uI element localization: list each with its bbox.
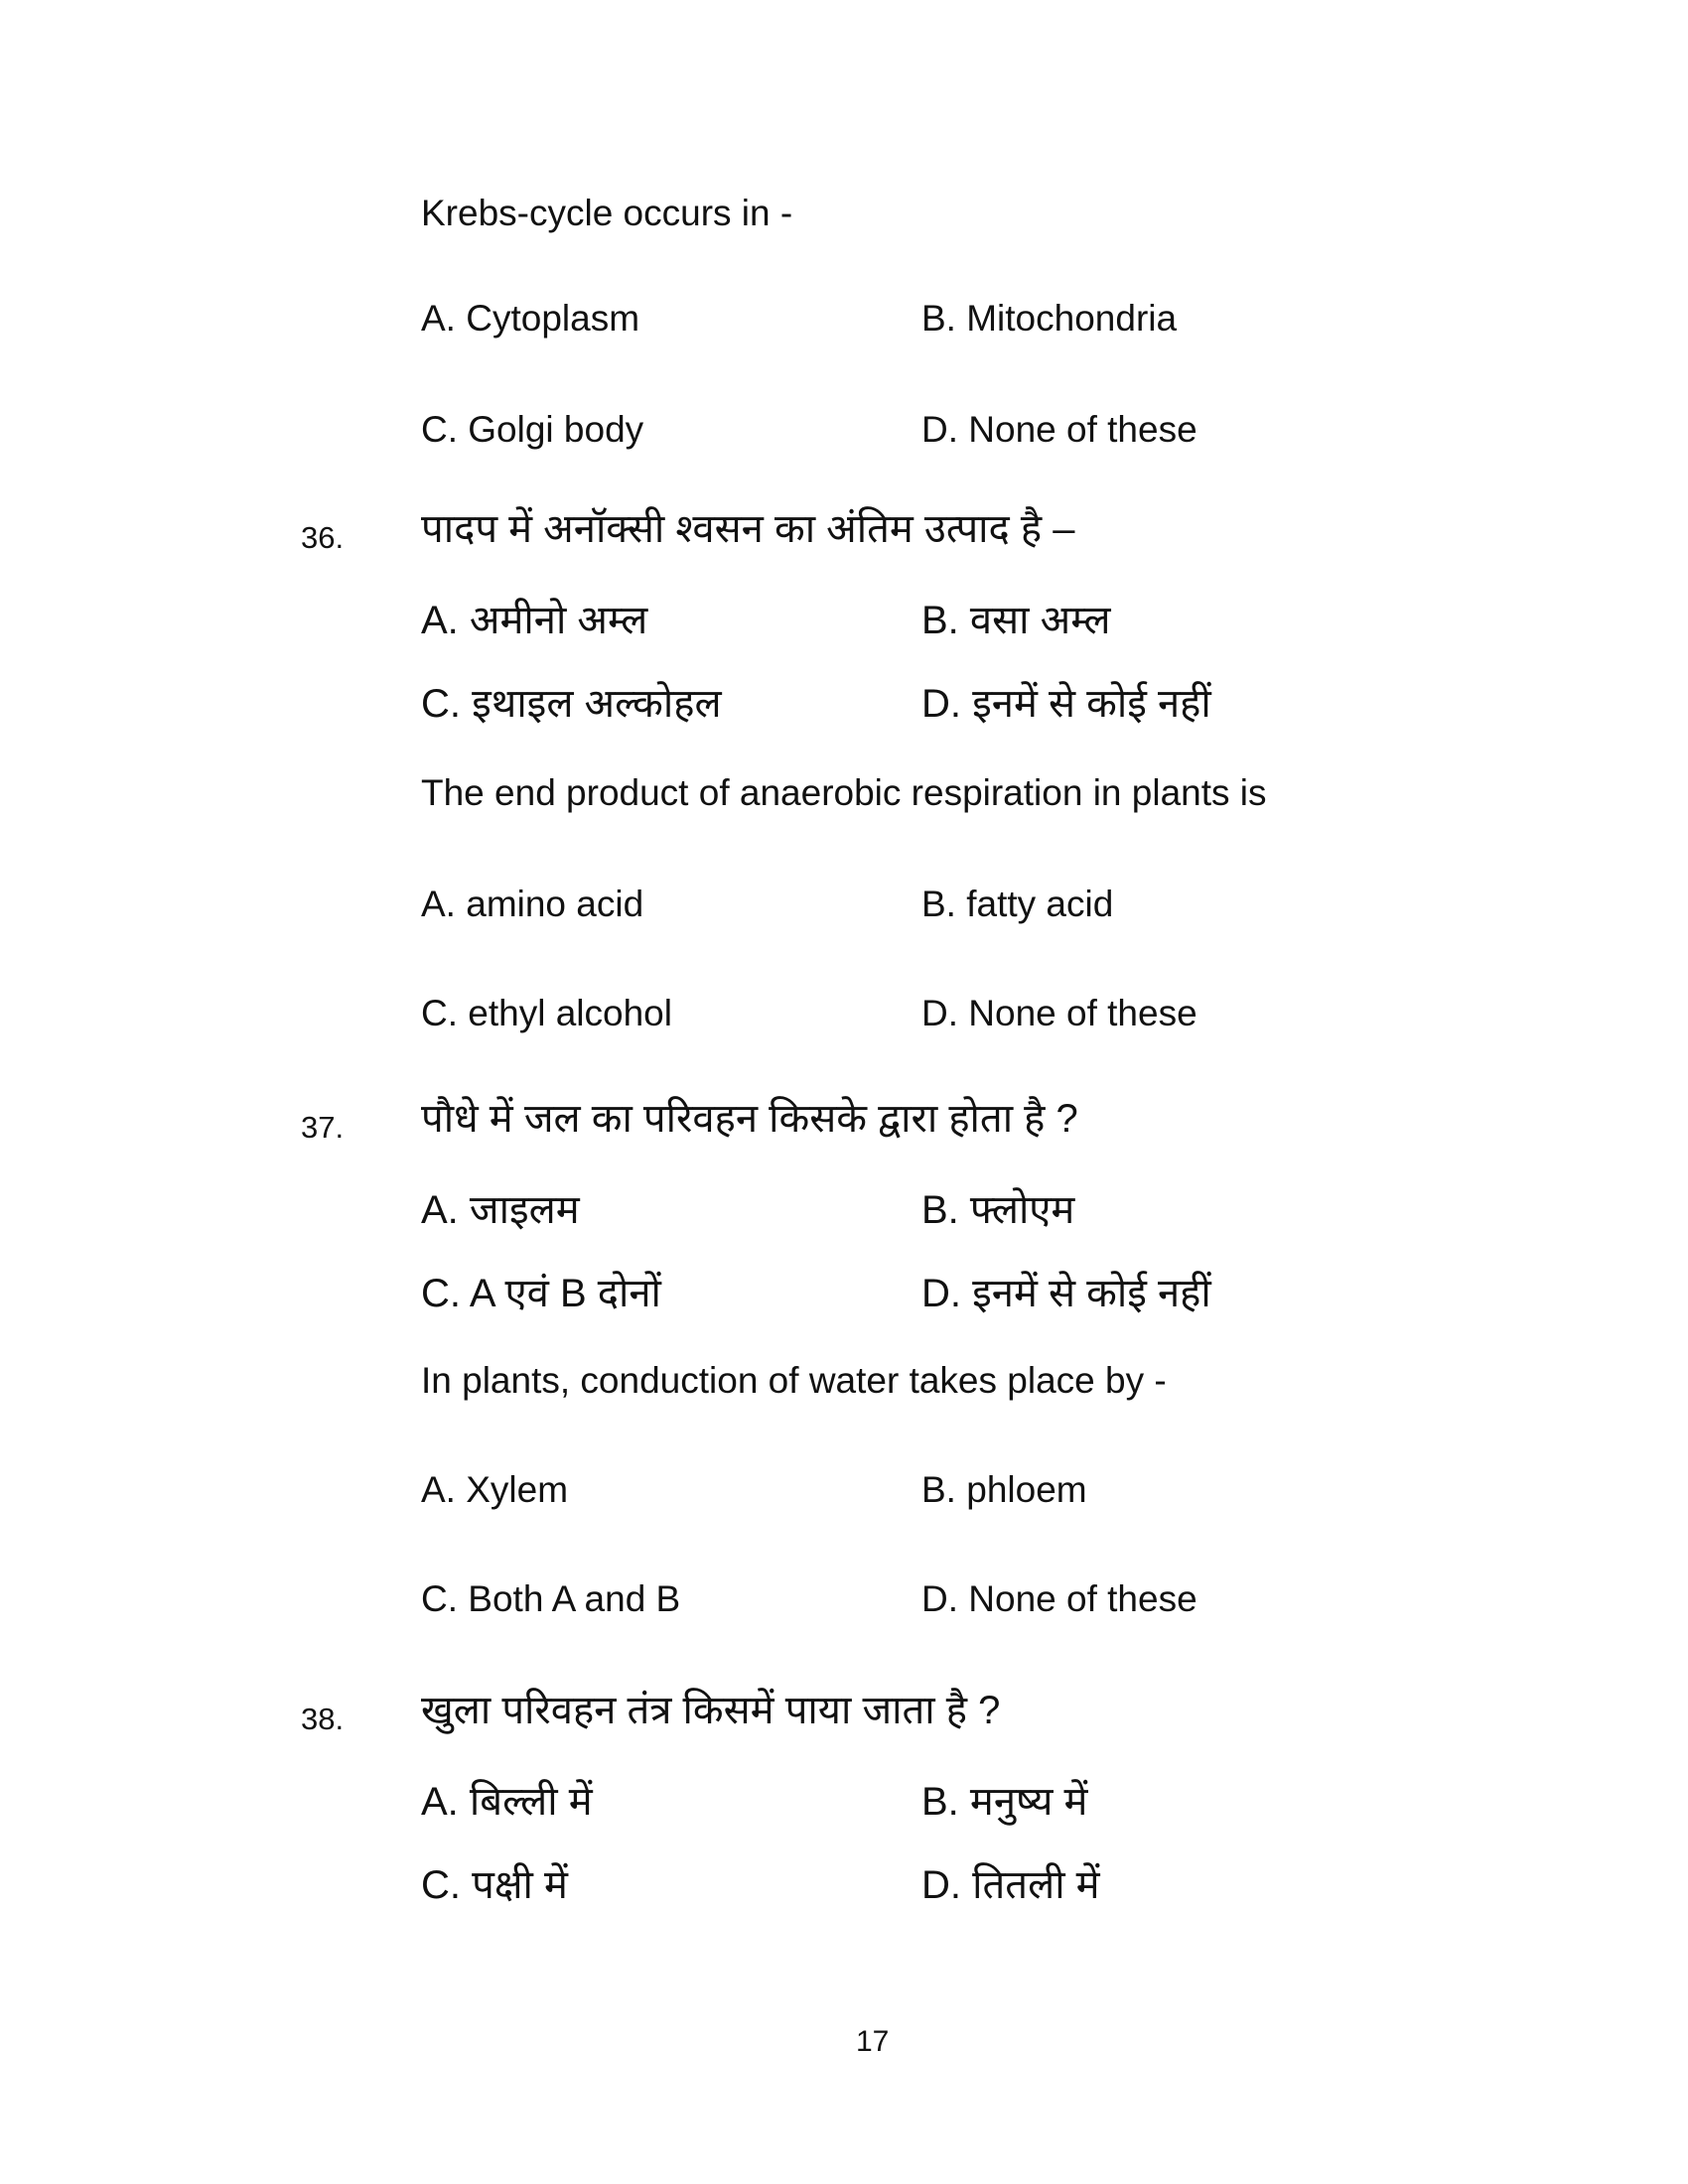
q37-question-english: In plants, conduction of water takes place by - <box>421 1360 1167 1401</box>
q36-option-c-english: C. ethyl alcohol <box>421 993 672 1033</box>
q38-option-a-hindi: A. बिल्ली में <box>421 1780 593 1824</box>
q36-option-a-english: A. amino acid <box>421 884 644 924</box>
q37-option-b-english: B. phloem <box>921 1469 1087 1510</box>
q37-question-hindi: पौधे में जल का परिवहन किसके द्वारा होता है ? <box>421 1097 1078 1141</box>
q37-option-d-english: D. None of these <box>921 1578 1197 1619</box>
q35-option-d: D. None of these <box>921 409 1197 450</box>
q37-option-c-english: C. Both A and B <box>421 1578 681 1619</box>
q36-question-english: The end product of anaerobic respiration in plants is <box>421 772 1267 813</box>
q37-option-c-hindi: C. A एवं B दोनों <box>421 1272 661 1315</box>
q35-question-english: Krebs-cycle occurs in - <box>421 193 793 233</box>
q36-option-b-hindi: B. वसा अम्ल <box>921 599 1111 642</box>
q36-option-d-hindi: D. इनमें से कोई नहीं <box>921 682 1211 726</box>
q36-number: 36. <box>301 520 345 555</box>
q37-option-d-hindi: D. इनमें से कोई नहीं <box>921 1272 1211 1315</box>
q37-number: 37. <box>301 1110 345 1145</box>
q36-option-c-hindi: C. इथाइल अल्कोहल <box>421 682 722 726</box>
q37-option-a-hindi: A. जाइलम <box>421 1188 580 1232</box>
q37-option-b-hindi: B. फ्लोएम <box>921 1188 1075 1232</box>
q36-option-a-hindi: A. अमीनो अम्ल <box>421 599 648 642</box>
q36-option-b-english: B. fatty acid <box>921 884 1114 924</box>
q38-question-hindi: खुला परिवहन तंत्र किसमें पाया जाता है ? <box>421 1689 1001 1732</box>
q35-option-c: C. Golgi body <box>421 409 644 450</box>
q38-number: 38. <box>301 1702 345 1736</box>
q35-option-b: B. Mitochondria <box>921 298 1178 339</box>
q38-option-c-hindi: C. पक्षी में <box>421 1863 568 1907</box>
q38-option-d-hindi: D. तितली में <box>921 1863 1100 1907</box>
q37-option-a-english: A. Xylem <box>421 1469 569 1510</box>
q36-option-d-english: D. None of these <box>921 993 1197 1033</box>
q35-option-a: A. Cytoplasm <box>421 298 640 339</box>
q38-option-b-hindi: B. मनुष्य में <box>921 1780 1088 1824</box>
page-number: 17 <box>856 2025 890 2058</box>
q36-question-hindi: पादप में अनॉक्सी श्वसन का अंतिम उत्पाद है – <box>421 507 1075 551</box>
